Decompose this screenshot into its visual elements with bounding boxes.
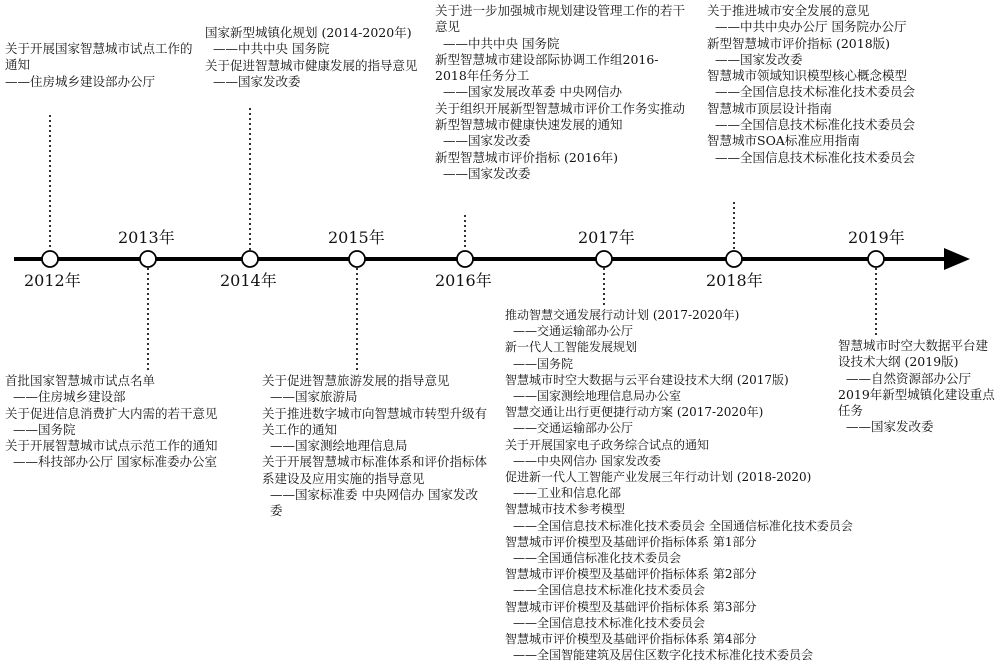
event-title: 智慧城市技术参考模型 [505,502,626,517]
event-issuer: ——全国信息技术标准化技术委员会 [513,615,706,630]
event-title: 智慧城市顶层设计指南 [707,100,833,116]
event-issuer: ——国家测绘地理信息局 [270,438,408,454]
event-block-2016 [435,3,685,182]
year-node-2019年 [868,251,884,267]
event-title: 关于开展国家电子政务综合试点的通知 [505,437,710,452]
year-node-2015年 [349,251,365,267]
event-issuer: ——国家发改委 [443,165,531,181]
event-issuer: ——全国信息技术标准化技术委员会 [513,583,706,598]
event-issuer: ——工业和信息化部 [513,486,622,501]
event-issuer: ——中央网信办 国家发改委 [513,453,661,468]
event-title: 智慧城市评价模型及基础评价指标体系 第4部分 [505,632,757,647]
year-node-2018年 [726,251,742,267]
event-issuer: ——国家标准委 中央网信办 国家发改委 [270,487,478,519]
year-label-2012: 2012年 [24,271,81,290]
event-title: 关于促进智慧旅游发展的指导意见 [262,373,450,388]
event-block-2013 [5,373,245,471]
event-title: 智慧城市评价模型及基础评价指标体系 第2部分 [505,567,757,582]
event-issuer: ——交通运输部办公厅 [513,324,634,339]
event-issuer: ——国家发改委 [715,51,803,67]
year-label-2015: 2015年 [328,228,385,247]
event-issuer: ——自然资源部办公厅 [846,370,972,386]
year-node-2017年 [596,251,612,267]
event-issuer: ——中共中央办公厅 国务院办公厅 [715,19,907,35]
year-node-2012年 [42,251,58,267]
event-issuer: ——全国信息技术标准化技术委员会 [715,149,916,165]
event-title: 新型智慧城市评价指标 (2018版) [707,35,891,51]
event-issuer: ——住房城乡建设部 [13,389,126,405]
event-title: 关于促进智慧城市健康发展的指导意见 [205,57,418,73]
event-title: 关于推进城市安全发展的意见 [707,3,870,18]
event-issuer: ——国家发改委 [846,419,934,435]
event-issuer: ——国家旅游局 [270,389,358,405]
event-title: 关于开展智慧城市试点示范工作的通知 [5,438,218,454]
event-block-2018 [707,3,957,166]
event-title: 智慧城市时空大数据平台建设技术大纲 (2019版) [838,338,989,370]
event-issuer: ——全国信息技术标准化技术委员会 [715,84,916,100]
event-issuer: ——住房城乡建设部办公厅 [5,73,156,89]
event-title: 关于促进信息消费扩大内需的若干意见 [5,405,218,421]
event-issuer: ——科技部办公厅 国家标准委办公室 [13,454,217,470]
event-issuer: ——国家测绘地理信息局办公室 [513,389,682,404]
event-title: 关于推进数字城市向智慧城市转型升级有关工作的通知 [262,405,488,437]
year-label-2018: 2018年 [706,271,763,290]
event-title: 智慧城市评价模型及基础评价指标体系 第3部分 [505,599,757,614]
event-title: 关于组织开展新型智慧城市评价工作务实推动新型智慧城市健康快速发展的通知 [435,100,686,133]
event-title: 促进新一代人工智能产业发展三年行动计划 (2018-2020) [505,470,812,485]
year-node-2016年 [457,251,473,267]
event-title: 新型智慧城市评价指标 (2016年) [435,149,619,165]
event-block-2012 [5,41,200,90]
year-label-2019: 2019年 [848,228,905,247]
year-label-2016: 2016年 [435,271,492,290]
timeline-arrow-head-icon [944,248,970,270]
event-issuer: ——国家发展改革委 中央网信办 [443,84,622,100]
event-title: 智慧城市评价模型及基础评价指标体系 第1部分 [505,534,757,549]
event-title: 关于进一步加强城市规划建设管理工作的若干意见 [435,3,686,35]
event-title: 新一代人工智能发展规划 [505,340,638,355]
event-issuer: ——交通运输部办公厅 [513,421,634,436]
event-title: 智慧交通让出行更便捷行动方案 (2017-2020年) [505,405,764,420]
event-issuer: ——国家发改委 [443,133,531,149]
event-issuer: ——中共中央 国务院 [443,35,560,51]
event-title: 国家新型城镇化规划 (2014-2020年) [205,25,412,40]
year-label-2013: 2013年 [118,228,175,247]
event-issuer: ——中共中央 国务院 [213,41,330,57]
event-block-2015 [262,373,490,520]
year-label-2017: 2017年 [578,228,635,247]
year-node-2013年 [140,251,156,267]
event-issuer: ——全国信息技术标准化技术委员会 全国通信标准化技术委员会 [513,518,853,533]
event-title: 关于开展智慧城市标准体系和评价指标体系建设及应用实施的指导意见 [262,454,488,486]
event-issuer: ——国务院 [513,356,574,371]
event-block-2019 [838,338,996,436]
year-node-2014年 [242,251,258,267]
event-title: 新型智慧城市建设部际协调工作组2016-2018年任务分工 [435,51,659,84]
event-issuer: ——全国通信标准化技术委员会 [513,551,682,566]
event-issuer: ——国家发改委 [213,73,301,89]
event-issuer: ——全国信息技术标准化技术委员会 [715,117,916,133]
year-label-2014: 2014年 [220,271,277,290]
event-issuer: ——国务院 [13,421,76,437]
event-title: 推动智慧交通发展行动计划 (2017-2020年) [505,308,740,322]
event-issuer: ——全国智能建筑及居住区数字化技术标准化技术委员会 [513,648,814,663]
event-title: 2019年新型城镇化建设重点任务 [838,386,995,419]
event-title: 智慧城市领域知识模型核心概念模型 [707,68,908,84]
event-title: 智慧城市时空大数据与云平台建设技术大纲 (2017版) [505,372,789,387]
event-title: 首批国家智慧城市试点名单 [5,373,156,388]
event-block-2014 [205,25,425,90]
event-title: 关于开展国家智慧城市试点工作的通知 [5,41,193,73]
event-title: 智慧城市SOA标准应用指南 [707,133,860,149]
